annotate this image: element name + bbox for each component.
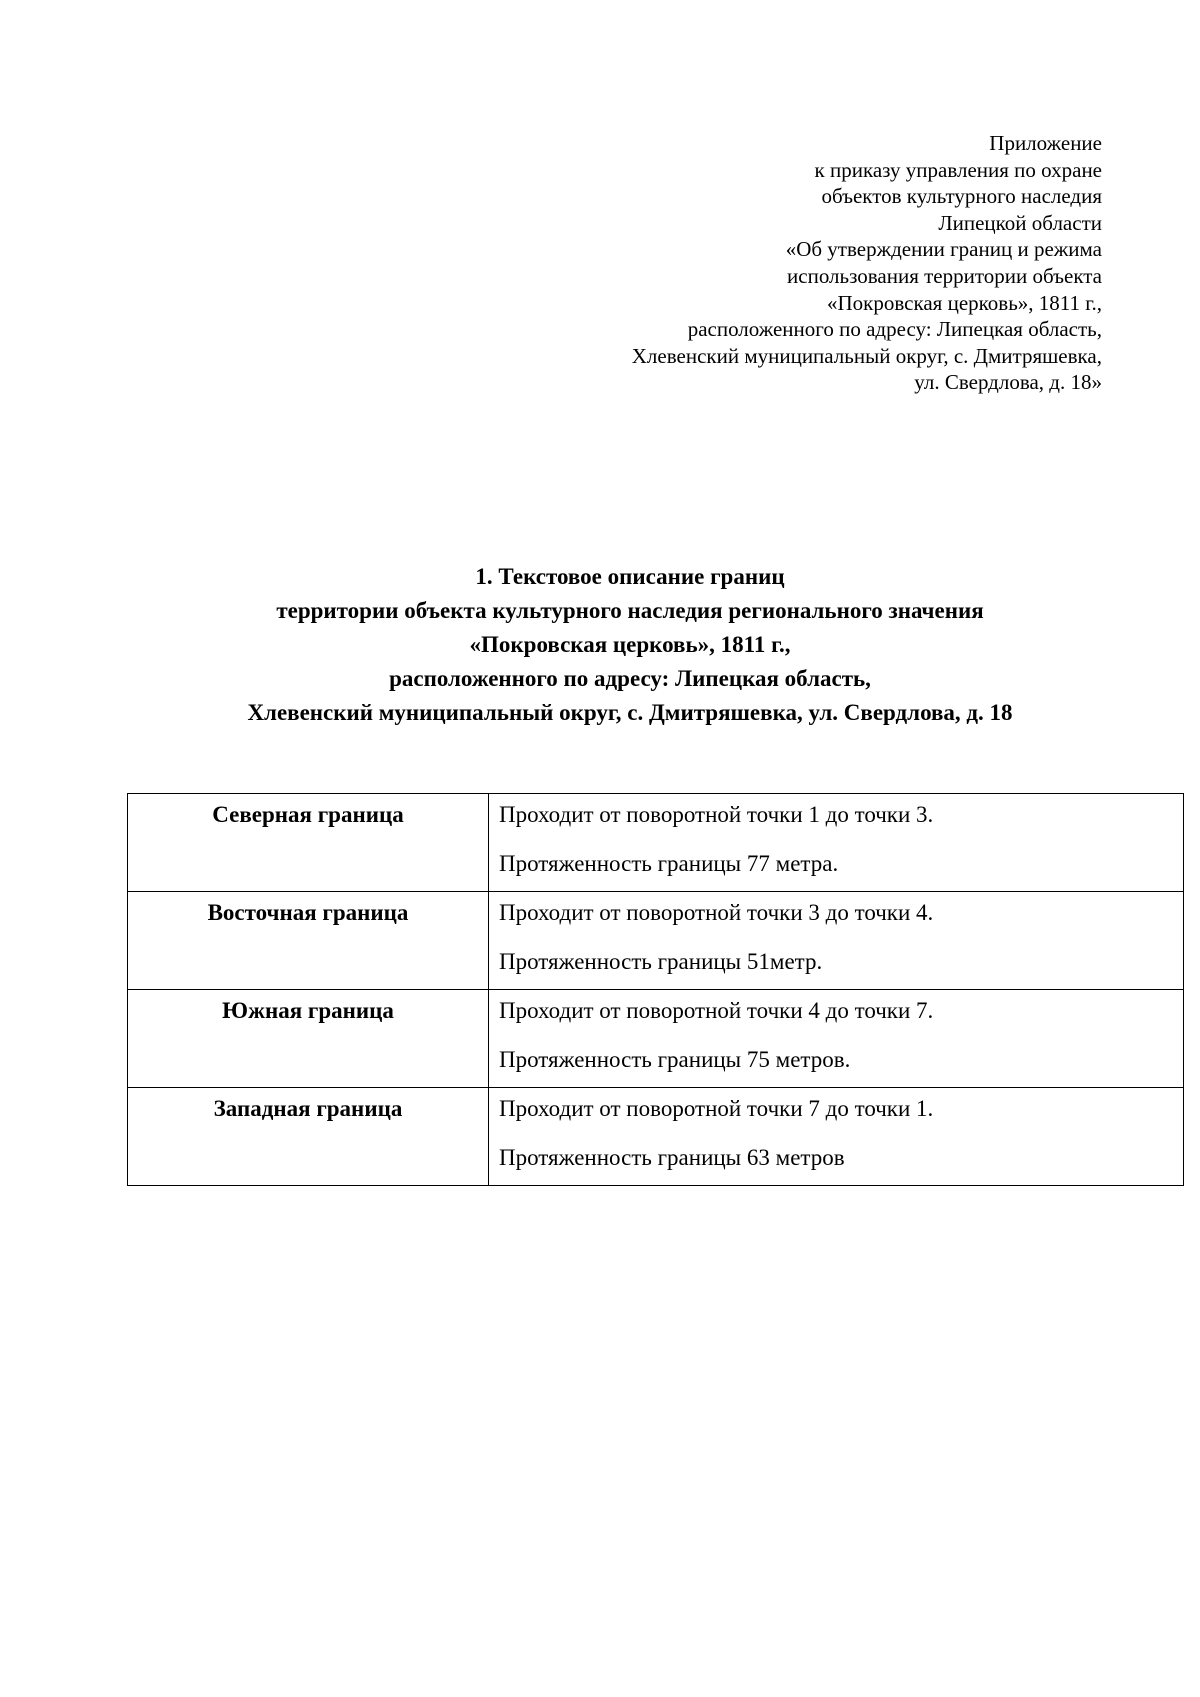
boundary-description [489,990,1184,1088]
appendix-line: Хлевенский муниципальный округ, с. Дмитряшевка, [631,343,1102,368]
heading-line: «Покровская церковь», 1811 г., [469,632,791,657]
boundary-row-south [128,990,1184,1088]
boundary-description [489,794,1184,892]
boundary-name: Южная граница [128,990,489,1088]
appendix-line: к приказу управления по охране [814,157,1102,182]
boundary-route: Проходит от поворотной точки 1 до точки 3. [499,802,934,827]
boundary-name: Западная граница [128,1088,489,1186]
appendix-line: «Об утверждении границ и режима [785,237,1102,262]
appendix-line: Липецкой области [938,210,1102,235]
appendix-line: расположенного по адресу: Липецкая область, [687,317,1102,342]
boundary-row-east [128,892,1184,990]
heading-line: 1. Текстовое описание границ [475,564,785,589]
boundaries-table [127,793,1184,1186]
appendix-line: Приложение [989,131,1102,155]
boundary-row-north [128,794,1184,892]
boundary-length: Протяженность границы 75 метров. [499,1047,851,1072]
document-heading [0,560,1200,730]
heading-line: расположенного по адресу: Липецкая область, [389,666,871,691]
appendix-block [402,130,1102,396]
heading-line: территории объекта культурного наследия регионального значения [276,598,984,623]
appendix-line: «Покровская церковь», 1811 г., [827,290,1102,315]
boundary-route: Проходит от поворотной точки 3 до точки 4. [499,900,934,925]
boundary-description [489,1088,1184,1186]
appendix-line: объектов культурного наследия [821,184,1102,209]
boundary-name: Северная граница [128,794,489,892]
heading-line: Хлевенский муниципальный округ, с. Дмитряшевка, ул. Свердлова, д. 18 [247,700,1013,725]
boundary-route: Проходит от поворотной точки 4 до точки 7. [499,998,934,1023]
boundary-description [489,892,1184,990]
boundary-name: Восточная граница [128,892,489,990]
boundary-row-west [128,1088,1184,1186]
boundary-length: Протяженность границы 51метр. [499,949,823,974]
boundary-route: Проходит от поворотной точки 7 до точки 1. [499,1096,934,1121]
boundary-length: Протяженность границы 63 метров [499,1145,845,1170]
appendix-line: ул. Свердлова, д. 18» [914,370,1102,395]
boundary-length: Протяженность границы 77 метра. [499,851,839,876]
appendix-line: использования территории объекта [787,263,1102,288]
